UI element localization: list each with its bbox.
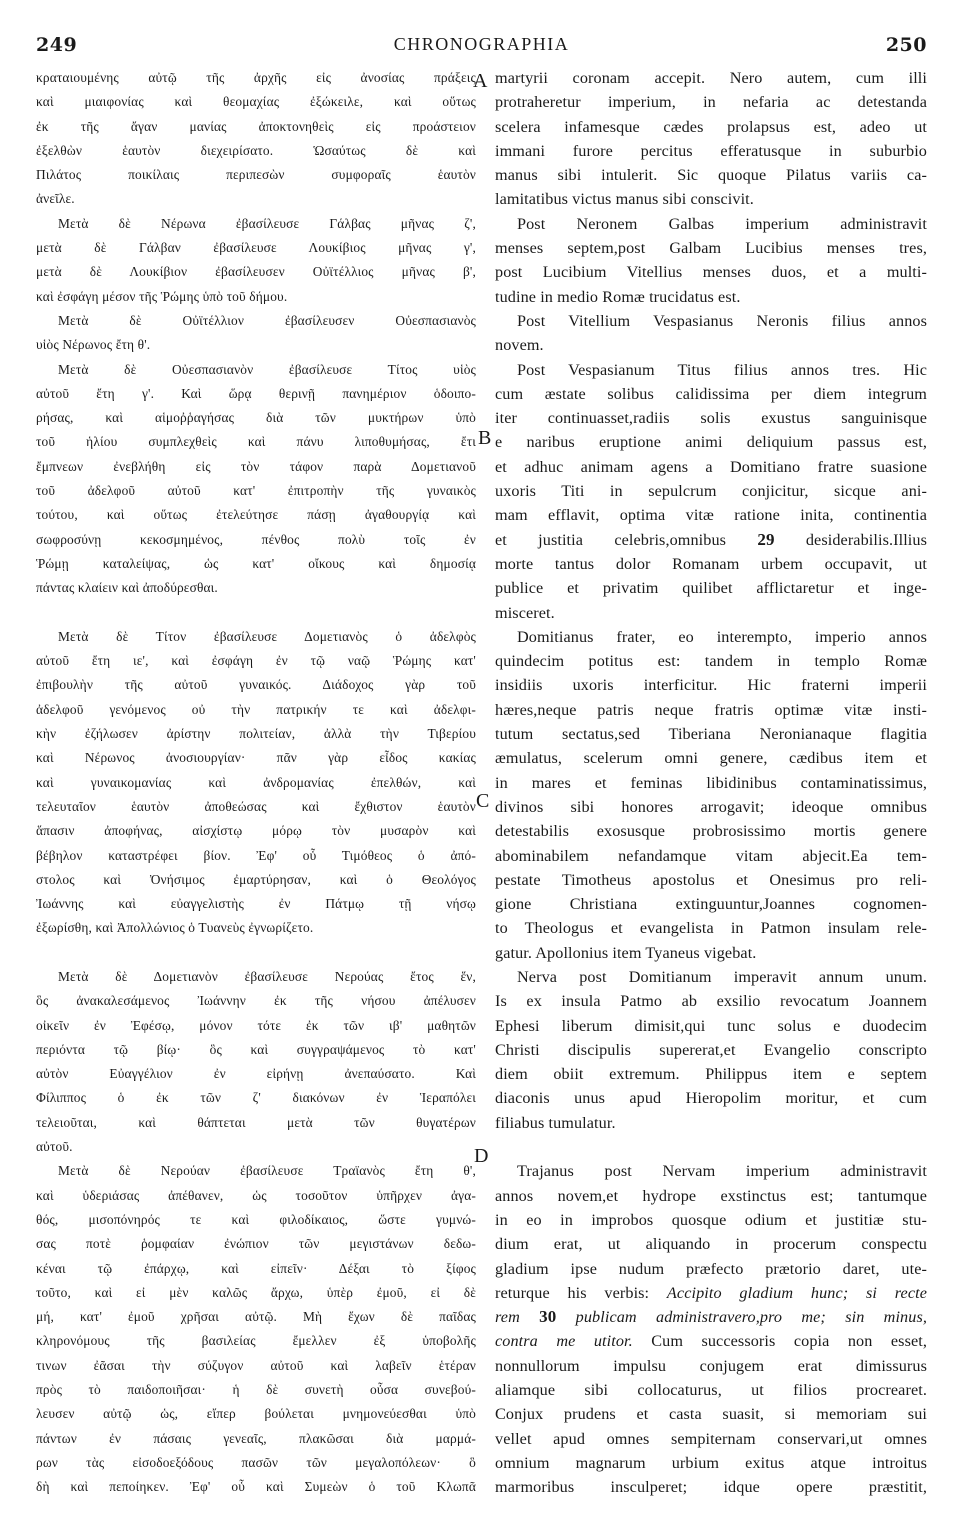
text-line: ἐξωρίσθη, καὶ Ἀπολλώνιος ὁ Τυανεὺς ἐγνωρίζετο. bbox=[36, 920, 314, 936]
text-line: ἐκ τῆς ἄγαν μανίας ἀποκτονηθεὶς εἰς προάστειον bbox=[36, 118, 476, 134]
latin-paragraph bbox=[495, 625, 927, 965]
text-line: Μετὰ δὲ Νέρωνα ἐβασίλευσε Γάλβας μῆνας ζ', bbox=[58, 215, 476, 231]
text-line: pestate Timotheus apostolus et Onesimus pro reli- bbox=[495, 870, 927, 889]
text-line: θός, μισοπόνηρός τε καὶ φιλοδίκαιος, ὥστε γυμνώ- bbox=[36, 1211, 476, 1227]
text-line: τινων ἐᾶσαι τὴν σύζυγον αὐτοῦ καὶ λαβεῖν ἑτέραν bbox=[36, 1357, 476, 1373]
text-line: diem obiit extremum. Philippus item e septem bbox=[495, 1065, 927, 1084]
text-line: τελειοῦται, καὶ θάπτεται μετὰ τῶν θυγατέρων bbox=[36, 1114, 476, 1130]
page-number-left: 249 bbox=[36, 34, 78, 56]
text-line: Nerva post Domitianum imperavit annum unum. bbox=[517, 967, 927, 986]
text-line: misceret. bbox=[495, 603, 555, 622]
text-fragment-italic: rem bbox=[495, 1308, 520, 1327]
text-line: υἱὸς Νέρωνος ἔτη θ'. bbox=[36, 337, 151, 353]
text-line: αὐτοῦ ἔτη ιε', καὶ ἐσφάγη ἐν τῷ ναῷ Ῥώμης κατ' bbox=[36, 653, 476, 669]
text-line: κληρονόμους τῆς βασιλείας ἔμελλεν ἐξ ὑποβολῆς bbox=[36, 1333, 476, 1349]
section-marker-c: C bbox=[476, 790, 490, 812]
text-line: in eo in improbos quosque odium et justitiæ stu- bbox=[495, 1210, 927, 1229]
latin-column bbox=[495, 66, 927, 1500]
text-line: tudine in medio Romæ trucidatus est. bbox=[495, 287, 741, 306]
text-line: Conjux prudens et casta suasit, si memoriam sui bbox=[495, 1405, 927, 1424]
text-line: morte tantus dolor Romanam urbem occupavit, ut bbox=[495, 554, 927, 573]
text-line: τούτου, καὶ οὕτως ἐτελεύτησε πάσῃ ἀγαθουργίᾳ καὶ bbox=[36, 507, 476, 523]
text-line: καὶ γυναικομανίας καὶ ἀνδρομανίας ἐπελθών, καὶ bbox=[36, 774, 476, 790]
latin-paragraph bbox=[495, 309, 927, 358]
text-line: e naribus eruptione animi deliquium passus est, bbox=[495, 433, 927, 452]
text-line: uxoris Titi in sepulcrum conjicitur, sicque ani- bbox=[495, 482, 927, 501]
greek-paragraph bbox=[36, 358, 476, 601]
text-line: nonnullorum impulsu conjugem erat dimissurus bbox=[495, 1356, 927, 1375]
text-line: μή, κατ' ἐμοῦ χρῆσαι αὐτῷ. Μὴ ἔχων δὲ παῖδας bbox=[36, 1309, 476, 1325]
margin-line-number: 30 bbox=[539, 1307, 557, 1327]
text-line: divinos sibi honores arrogavit; ideoque omnibus bbox=[495, 797, 927, 816]
text-line: Ῥώμῃ καταλείψας, ὡς κατ' οἴκους καὶ δημοσίᾳ bbox=[36, 555, 476, 571]
latin-paragraph bbox=[495, 212, 927, 309]
text-line: τοῦ ἡλίου συμπλεχθεὶς καὶ πάνυ λιποθυμήσας, ἔτι bbox=[36, 434, 476, 450]
text-fragment-italic: publicam administravero,pro me; sin minus, bbox=[575, 1308, 927, 1327]
text-line: Domitianus frater, eo interempto, imperio annos bbox=[517, 627, 927, 646]
text-line: Μετὰ δὲ Οὐϊτέλλιον ἐβασίλευσεν Οὐεσπασιανὸς bbox=[58, 312, 476, 328]
text-line: κραταιουμένης αὐτῷ τῆς ἀρχῆς εἰς ἀνοσίας πράξεις bbox=[36, 70, 476, 85]
text-line: annos novem,et hydrope exstinctus est; tantumque bbox=[495, 1186, 927, 1205]
text-line: Trajanus post Nervam imperium administravit bbox=[517, 1162, 927, 1181]
greek-paragraph bbox=[36, 1159, 476, 1499]
text-line: gatur. Apollonius item Tyaneus vigebat. bbox=[495, 943, 757, 962]
text-line: protraheretur imperium, in nefaria ac detestanda bbox=[495, 93, 927, 112]
text-line: manus sibi intulerit. Sic quoque Pilatus variis ca- bbox=[495, 166, 927, 185]
text-line: Μετὰ δὲ Δομετιανὸν ἐβασίλευσε Νερούας ἔτος ἕν, bbox=[58, 968, 476, 984]
text-line: insidiis uxoris interficitur. Hic fraterni imperii bbox=[495, 676, 927, 695]
text-fragment: Cum successoris copia non esset, bbox=[651, 1332, 927, 1351]
text-line: ρήσας, καὶ αἱμοῤῥαγήσας διὰ τῶν μυκτήρων ὑπὸ bbox=[36, 410, 476, 426]
text-line: σας ποτὲ ῥομφαίαν ἐνώπιον τῶν μεγιστάνων δεδω- bbox=[36, 1236, 476, 1252]
text-line: ἅπασιν ἀποφήνας, αἰσχίστῳ μόρῳ τὸν μυσαρὸν καὶ bbox=[36, 823, 476, 839]
text-line: filiabus tumulatur. bbox=[495, 1113, 616, 1132]
text-line: Ἰωάννης καὶ εὐαγγελιστὴς ἐν Πάτμῳ τῇ νήσῳ bbox=[36, 896, 476, 912]
text-line: vellet apud omnes sempiternam conservari,ut omnes bbox=[495, 1429, 927, 1448]
text-line: marmoribus insculperet; idque opere præstitit, bbox=[495, 1478, 927, 1497]
running-title: CHRONOGRAPHIA bbox=[393, 34, 570, 54]
text-line: αὐτὸν Εὐαγγέλιον ἐν εἰρήνῃ ἀνεπαύσατο. Καὶ bbox=[36, 1066, 476, 1082]
text-line: περιόντα τῷ βίῳ· ὃς καὶ συγγραψάμενος τὸ κατ' bbox=[36, 1041, 476, 1057]
text-line: in mares et feminas libidinibus contaminatissimus, bbox=[495, 773, 927, 792]
text-line: πάντας κλαίειν καὶ ἀποδύρεσθαι. bbox=[36, 580, 218, 596]
text-line: πρὸς τὸ παιδοποιῆσαι· ἡ δὲ συνετὴ οὖσα συνεβού- bbox=[36, 1382, 476, 1398]
text-line: Is ex insula Patmo ab exsilio revocatum Joannem bbox=[495, 992, 927, 1011]
text-line: ὃς ἀνακαλεσάμενος Ἰωάννην ἐκ τῆς νήσου ἀπέλυσεν bbox=[36, 993, 476, 1009]
text-line: μετὰ δὲ Γάλβαν ἐβασίλευσε Λουκίβιος μῆνας γ', bbox=[36, 240, 476, 256]
text-line: ἐξελθὼν ἑαυτὸν διεχειρίσατο. Ὡσαύτως δὲ καὶ bbox=[36, 142, 476, 158]
text-line: καὶ Νέρωνος ἀνοσιουργίαν· πᾶν γὰρ εἶδος κακίας bbox=[36, 750, 476, 766]
text-line: λευσεν αὐτῷ ὡς, εἴπερ βούλεται μνημονεύεσθαι ὑπὸ bbox=[36, 1406, 476, 1422]
text-line: martyrii coronam accepit. Nero autem, cum illi bbox=[495, 69, 927, 87]
greek-paragraph bbox=[36, 66, 476, 212]
text-line: novem. bbox=[495, 336, 544, 355]
margin-line-number: 29 bbox=[757, 529, 775, 549]
text-line: cum æstate solibus calidissima per diem integrum bbox=[495, 384, 927, 403]
text-line: ρων τὰς εἰσοδοεξόδους πασῶν τῶν μεγαλοπόλεων· ὃ bbox=[36, 1454, 476, 1470]
text-line: στολος καὶ Ὀνήσιμος ἐμαρτύρησαν, καὶ ὁ Θεολόγος bbox=[36, 871, 476, 887]
section-marker-d: D bbox=[474, 1145, 489, 1167]
text-line: et adhuc animam agens a Domitiano fratre suasione bbox=[495, 457, 927, 476]
text-line bbox=[495, 528, 927, 552]
greek-paragraph bbox=[36, 212, 476, 309]
greek-paragraph bbox=[36, 965, 476, 1159]
text-line: σωφροσύνῃ κεκοσμημένος, πένθος πολὺ τοῖς ἐν bbox=[36, 531, 476, 547]
text-line: post Lucibium Vitellius menses duos, et a multi- bbox=[495, 263, 927, 282]
text-line: Post Neronem Galbas imperium administravit bbox=[517, 214, 927, 233]
latin-paragraph bbox=[495, 358, 927, 625]
text-line: dium erat, ut aliquando in procerum conspectu bbox=[495, 1235, 927, 1254]
text-line: aliamque sibi collocaturus, ut filios procrearet. bbox=[495, 1381, 927, 1400]
text-line: gione Christiana extinguuntur,Joannes cognomen- bbox=[495, 895, 927, 914]
text-line bbox=[495, 1281, 927, 1305]
latin-paragraph bbox=[495, 965, 927, 1135]
text-line: τελευταῖον ἑαυτὸν ἀποθεώσας καὶ ἔχθιστον ἑαυτὸν bbox=[36, 798, 476, 814]
text-line: iter continuasset,radiis solis exustus sanguinisque bbox=[495, 409, 927, 428]
text-line: αὐτοῦ. bbox=[36, 1139, 73, 1155]
text-line: diaconis unus apud Hieropolim moritur, et cum bbox=[495, 1089, 927, 1108]
page-number-right: 250 bbox=[885, 34, 927, 56]
text-line: ἔμπνεων ἐνεβλήθη εἰς τὸν τάφον παρὰ Δομετιανοῦ bbox=[36, 458, 476, 474]
text-line: καὶ ὑδεριάσας ἀπέθανεν, ὡς τοσοῦτον ὑπῆρχεν ἀγα- bbox=[36, 1187, 476, 1203]
text-fragment: et justitia celebris,omnibus bbox=[495, 530, 727, 549]
text-line: ἀδελφοῦ γενόμενος οὐ τὴν πατρικήν τε καὶ ἀδελφι- bbox=[36, 701, 476, 717]
latin-paragraph bbox=[495, 1159, 927, 1499]
text-line: ἐπιβουλὴν τῆς αὐτοῦ γυναικός. Διάδοχος γὰρ τοῦ bbox=[36, 677, 476, 693]
text-line: detestabilis exosusque probrosissimo mortis genere bbox=[495, 822, 927, 841]
text-line: gladium ipse nudum præfecto prætorio daret, ute- bbox=[495, 1259, 927, 1278]
text-line: Μετὰ δὲ Τίτον ἐβασίλευσε Δομετιανὸς ὁ ἀδελφὸς bbox=[58, 628, 476, 644]
text-line: publice et privatim quilibet afflictaretur et inge- bbox=[495, 579, 927, 598]
text-line: Φίλιππος ὁ ἐκ τῶν ζ' διακόνων ἐν Ἱεραπόλει bbox=[36, 1090, 476, 1106]
text-line: μετὰ δὲ Λουκίβιον ἐβασίλευσεν Οὐϊτέλλιος μῆνας β', bbox=[36, 264, 476, 280]
text-line bbox=[495, 1305, 927, 1329]
text-line: ἀνεῖλε. bbox=[36, 191, 75, 207]
text-line: βέβηλον καταστρέφει βίον. Ἐφ' οὗ Τιμόθεος ὁ ἀπό- bbox=[36, 847, 476, 863]
text-line: Ephesi liberum dimisit,qui tunc solus e duodecim bbox=[495, 1016, 927, 1035]
text-line: immani furore percitus efferatusque in suburbio bbox=[495, 141, 927, 160]
text-line: æmulatus, scelerum omni genere, cædibus item et bbox=[495, 749, 927, 768]
text-line: omnium magnarum urbium exitus atque introitus bbox=[495, 1453, 927, 1472]
section-marker-a: A bbox=[473, 70, 488, 92]
text-line: Πιλάτος ποικίλαις περιπεσὼν συμφοραῖς ἑαυτὸν bbox=[36, 167, 476, 183]
text-line: to Theologus et evangelista in Patmon insulam rele- bbox=[495, 919, 927, 938]
text-fragment: returque his verbis: bbox=[495, 1283, 650, 1302]
page-header bbox=[0, 0, 963, 60]
text-line: καὶ ἐσφάγη μέσον τῆς Ῥώμης ὑπὸ τοῦ δήμου. bbox=[36, 288, 288, 304]
text-line: Christi discipulis supererat,et Evangelio conscripto bbox=[495, 1040, 927, 1059]
section-marker-b: B bbox=[478, 427, 492, 449]
text-line: κὴν ἐζήλωσεν ἀρίστην πολιτείαν, ἀλλὰ τὴν Τιβερίου bbox=[36, 726, 476, 742]
text-line: Μετὰ δὲ Οὐεσπασιανὸν ἐβασίλευσε Τίτος υἱὸς bbox=[58, 361, 476, 377]
text-line: Post Vitellium Vespasianus Neronis filius annos bbox=[517, 311, 927, 330]
greek-paragraph bbox=[36, 625, 476, 941]
text-line: δὴ καὶ πεποίηκεν. Ἐφ' οὗ καὶ Συμεὼν ὁ τοῦ Κλωπᾶ bbox=[36, 1479, 476, 1495]
text-line: πάντων ἐν πάσαις γενεαῖς, πλακῶσαι διὰ μαρμά- bbox=[36, 1430, 476, 1446]
greek-paragraph bbox=[36, 309, 476, 358]
text-line: καὶ μιαιφονίας καὶ θεομαχίας ἐξώκειλε, καὶ οὕτως bbox=[36, 94, 476, 110]
text-line: Μετὰ δὲ Νερούαν ἐβασίλευσε Τραϊανὸς ἔτη θ', bbox=[58, 1163, 476, 1179]
text-line: αὐτοῦ ἔτη γ'. Καὶ ὥρᾳ θερινῇ πανημέριον ὁδοιπο- bbox=[36, 385, 476, 401]
text-line: tutum sectatus,sed Tiberiana Neronianaque flagitia bbox=[495, 725, 927, 744]
text-line: Post Vespasianum Titus filius annos tres. Hic bbox=[517, 360, 927, 379]
text-line: lamitatibus victus manus sibi conscivit. bbox=[495, 190, 754, 209]
text-fragment: desiderabilis.Illius bbox=[805, 530, 927, 549]
text-line: hæres,neque patris neque fratris optimæ vitæ insti- bbox=[495, 700, 927, 719]
greek-column bbox=[36, 66, 476, 1500]
text-line: κέναι τῷ ἐπάρχῳ, καὶ εἰπεῖν· Δέξαι τὸ ξίφος bbox=[36, 1260, 476, 1276]
latin-paragraph bbox=[495, 66, 927, 212]
text-line bbox=[495, 1329, 927, 1353]
text-line: scelera infamesque cædes prolapsus est, adeo ut bbox=[495, 117, 927, 136]
text-line: οἰκεῖν ἐν Ἐφέσῳ, μόνον τότε ἐκ τῶν ιβ' μαθητῶν bbox=[36, 1017, 476, 1033]
text-line: mam efflavit, optima vitæ ratione inita, continentia bbox=[495, 506, 927, 525]
text-fragment-italic: Accipito gladium hunc; si recte bbox=[666, 1283, 927, 1302]
text-line: abominabilem nefandamque vitam abjecit.Ea tem- bbox=[495, 846, 927, 865]
text-line: menses septem,post Galbam Lucibius menses tres, bbox=[495, 239, 927, 258]
text-line: quindecim potitus est: tandem in templo Romæ bbox=[495, 652, 927, 671]
text-fragment-italic: contra me utitor. bbox=[495, 1332, 633, 1351]
text-line: τοῦτο, καὶ εἰ μὲν καλῶς ἄρχω, ὑπὲρ ἐμοῦ, εἰ δὲ bbox=[36, 1284, 476, 1300]
text-line: τοῦ ἀδελφοῦ αὐτοῦ κατ' ἐπιτροπὴν τῆς γυναικὸς bbox=[36, 483, 476, 499]
